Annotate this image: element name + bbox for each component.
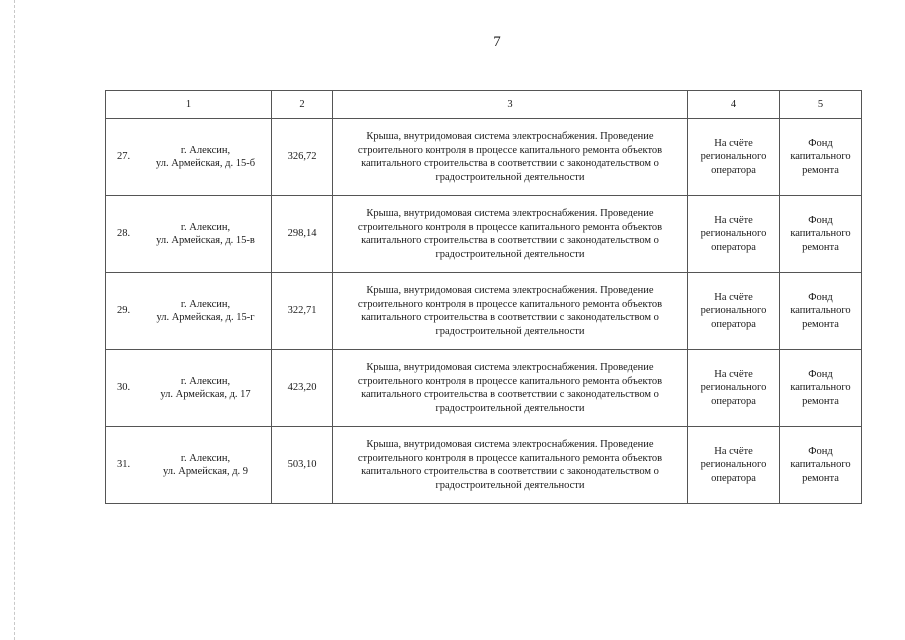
table-header-row [106,91,862,119]
work-description-cell: Крыша, внутридомовая система электроснабжения. Проведение строительного контроля в процессе капитального ремонта объектов капитального строительства в соответствии с законодательством о градостроительной деятельности [333,350,688,427]
column-header: 1 [106,91,272,119]
account-cell: На счёте регионального оператора [688,273,780,350]
fund-cell: Фонд капитального ремонта [780,350,862,427]
address-cell [106,196,272,273]
column-header: 4 [688,91,780,119]
address-street: ул. Армейская, д. 15-б [155,158,256,169]
table-row [106,427,862,504]
row-index: 28. [117,228,131,240]
page-number: 7 [493,34,501,50]
fund-cell: Фонд капитального ремонта [780,119,862,196]
row-index: 27. [117,151,131,163]
column-header: 2 [272,91,333,119]
account-cell: На счёте регионального оператора [688,427,780,504]
table-row [106,273,862,350]
address-city: г. Алексин, [180,144,231,156]
account-cell: На счёте регионального оператора [688,196,780,273]
area-cell: 326,72 [272,119,333,196]
work-description-cell: Крыша, внутридомовая система электроснабжения. Проведение строительного контроля в процессе капитального ремонта объектов капитального строительства в соответствии с законодательством о градостроительной деятельности [333,427,688,504]
work-description-cell: Крыша, внутридомовая система электроснабжения. Проведение строительного контроля в процессе капитального ремонта объектов капитального строительства в соответствии с законодательством о градостроительной деятельности [333,119,688,196]
work-description-cell: Крыша, внутридомовая система электроснабжения. Проведение строительного контроля в процессе капитального ремонта объектов капитального строительства в соответствии с законодательством о градостроительной деятельности [333,273,688,350]
column-header: 5 [780,91,862,119]
account-cell: На счёте регионального оператора [688,350,780,427]
address-cell [106,273,272,350]
row-index: 31. [117,459,131,471]
address-street: ул. Армейская, д. 15-г [156,312,255,323]
address-city: г. Алексин, [180,452,231,464]
area-cell: 322,71 [272,273,333,350]
area-cell: 503,10 [272,427,333,504]
area-cell: 298,14 [272,196,333,273]
address-cell [106,119,272,196]
address-city: г. Алексин, [180,298,231,310]
row-index: 30. [117,382,131,394]
work-description-cell: Крыша, внутридомовая система электроснабжения. Проведение строительного контроля в процессе капитального ремонта объектов капитального строительства в соответствии с законодательством о градостроительной деятельности [333,196,688,273]
address-cell [106,350,272,427]
area-cell: 423,20 [272,350,333,427]
account-cell: На счёте регионального оператора [688,119,780,196]
fund-cell: Фонд капитального ремонта [780,427,862,504]
works-table [105,90,862,504]
binding-margin-line [14,0,15,640]
address-city: г. Алексин, [180,221,231,233]
table-row [106,350,862,427]
fund-cell: Фонд капитального ремонта [780,196,862,273]
address-street: ул. Армейская, д. 9 [162,466,249,477]
row-index: 29. [117,305,131,317]
address-street: ул. Армейская, д. 17 [160,389,251,400]
address-street: ул. Армейская, д. 15-в [156,235,255,246]
address-city: г. Алексин, [180,375,231,387]
column-header: 3 [333,91,688,119]
address-cell [106,427,272,504]
table-row [106,119,862,196]
table-row [106,196,862,273]
fund-cell: Фонд капитального ремонта [780,273,862,350]
